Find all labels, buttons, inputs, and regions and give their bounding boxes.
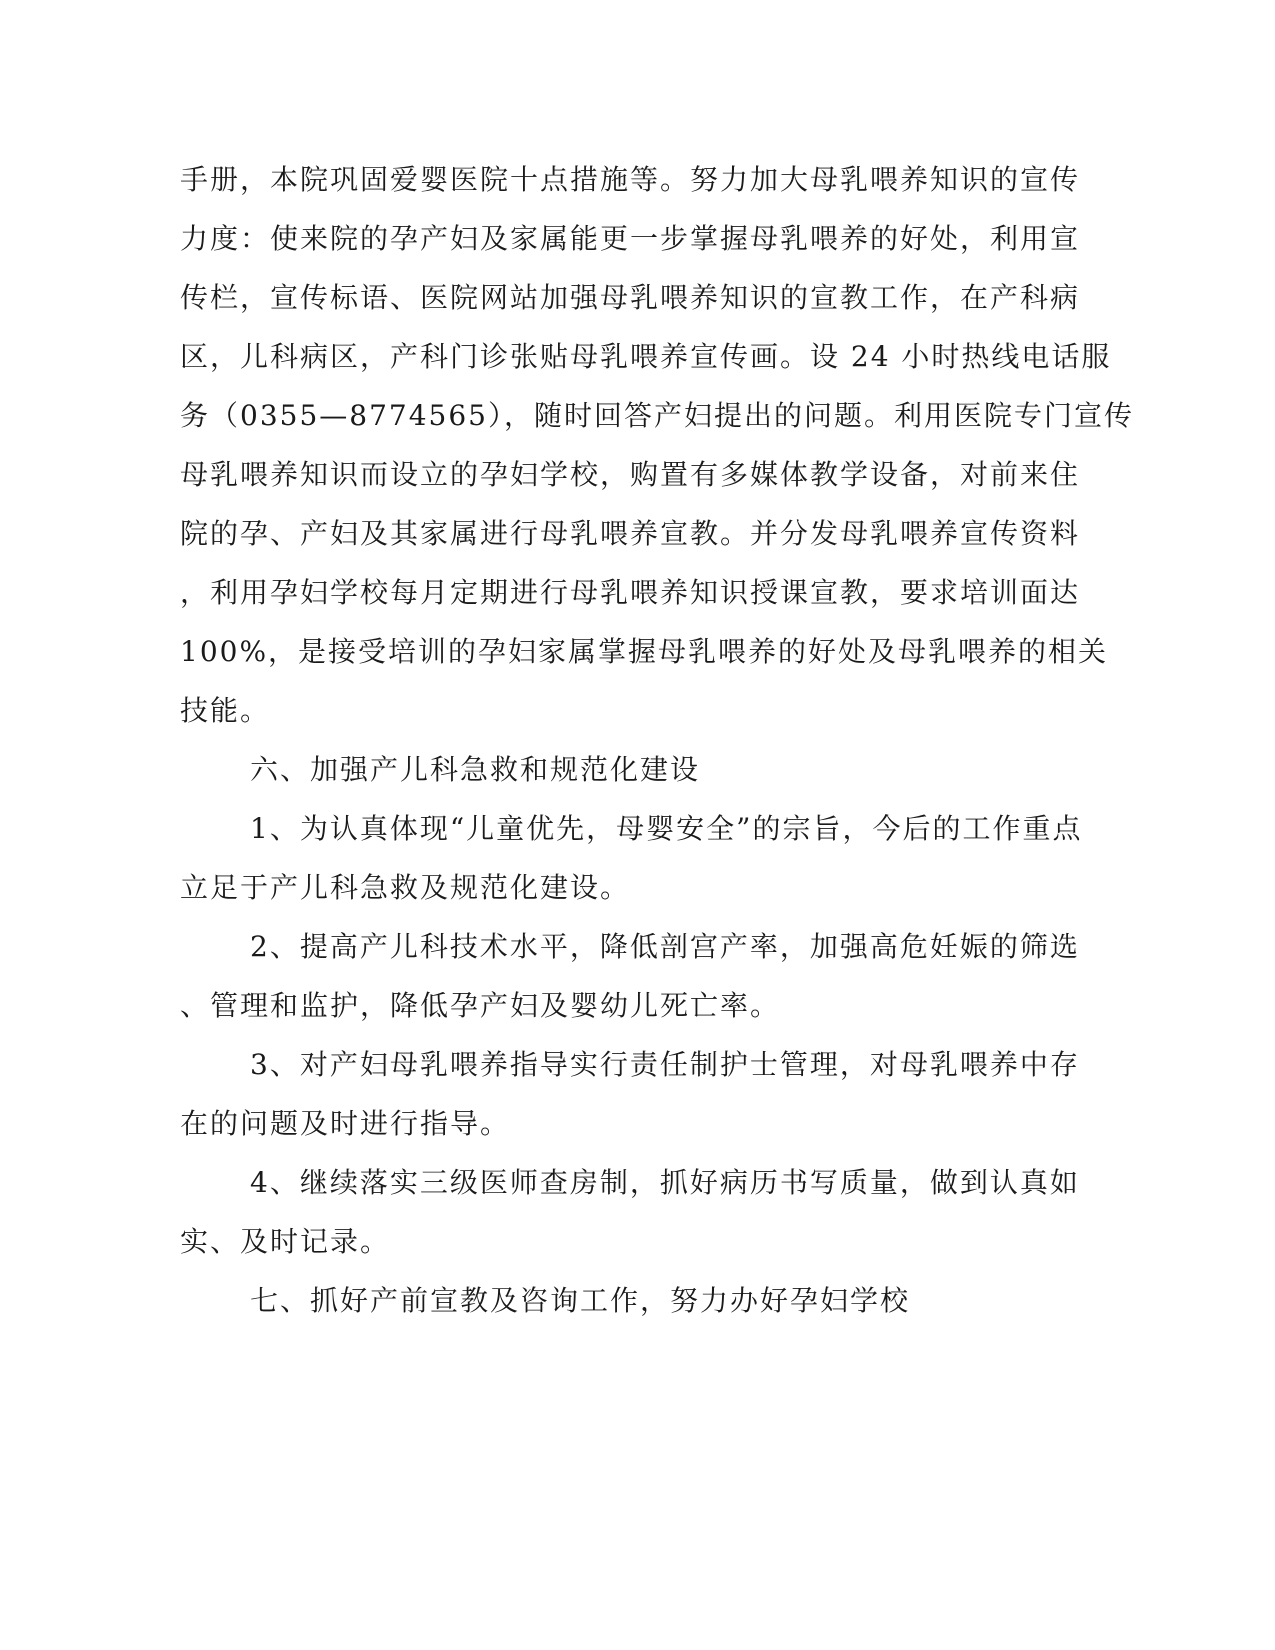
body-line: 母乳喂养知识而设立的孕妇学校，购置有多媒体教学设备，对前来住 [180,458,1081,491]
list-item-2: 2、提高产儿科技术水平，降低剖宫产率，加强高危妊娠的筛选 [250,930,1080,963]
document-body [180,150,1134,1330]
body-line: 手册，本院巩固爱婴医院十点措施等。努力加大母乳喂养知识的宣传 [180,163,1081,196]
body-line: 务（0355—8774565），随时回答产妇提出的问题。利用医院专门宣传 [180,399,1134,432]
list-item-1: 1、为认真体现“儿童优先，母婴安全”的宗旨，今后的工作重点 [250,812,1083,845]
list-item-3-continued: 在的问题及时进行指导。 [180,1107,511,1140]
list-item-3: 3、对产妇母乳喂养指导实行责任制护士管理，对母乳喂养中存 [250,1048,1080,1081]
section-heading-6: 六、加强产儿科急救和规范化建设 [250,753,701,786]
list-item-4-continued: 实、及时记录。 [180,1225,391,1258]
body-line: 区，儿科病区，产科门诊张贴母乳喂养宣传画。设 24 小时热线电话服 [180,340,1112,373]
list-item-1-continued: 立足于产儿科急救及规范化建设。 [180,871,631,904]
section-heading-7: 七、抓好产前宣教及咨询工作，努力办好孕妇学校 [250,1284,911,1317]
body-line: 传栏，宣传标语、医院网站加强母乳喂养知识的宣教工作，在产科病 [180,281,1081,314]
body-line: 100%，是接受培训的孕妇家属掌握母乳喂养的好处及母乳喂养的相关 [180,635,1109,668]
body-line: 院的孕、产妇及其家属进行母乳喂养宣教。并分发母乳喂养宣传资料 [180,517,1081,550]
list-item-2-continued: 、管理和监护，降低孕产妇及婴幼儿死亡率。 [180,989,781,1022]
body-line: ，利用孕妇学校每月定期进行母乳喂养知识授课宣教，要求培训面达 [180,576,1081,609]
body-line: 技能。 [180,694,271,727]
list-item-4: 4、继续落实三级医师查房制，抓好病历书写质量，做到认真如 [250,1166,1080,1199]
body-line: 力度：使来院的孕产妇及家属能更一步掌握母乳喂养的好处，利用宣 [180,222,1081,255]
